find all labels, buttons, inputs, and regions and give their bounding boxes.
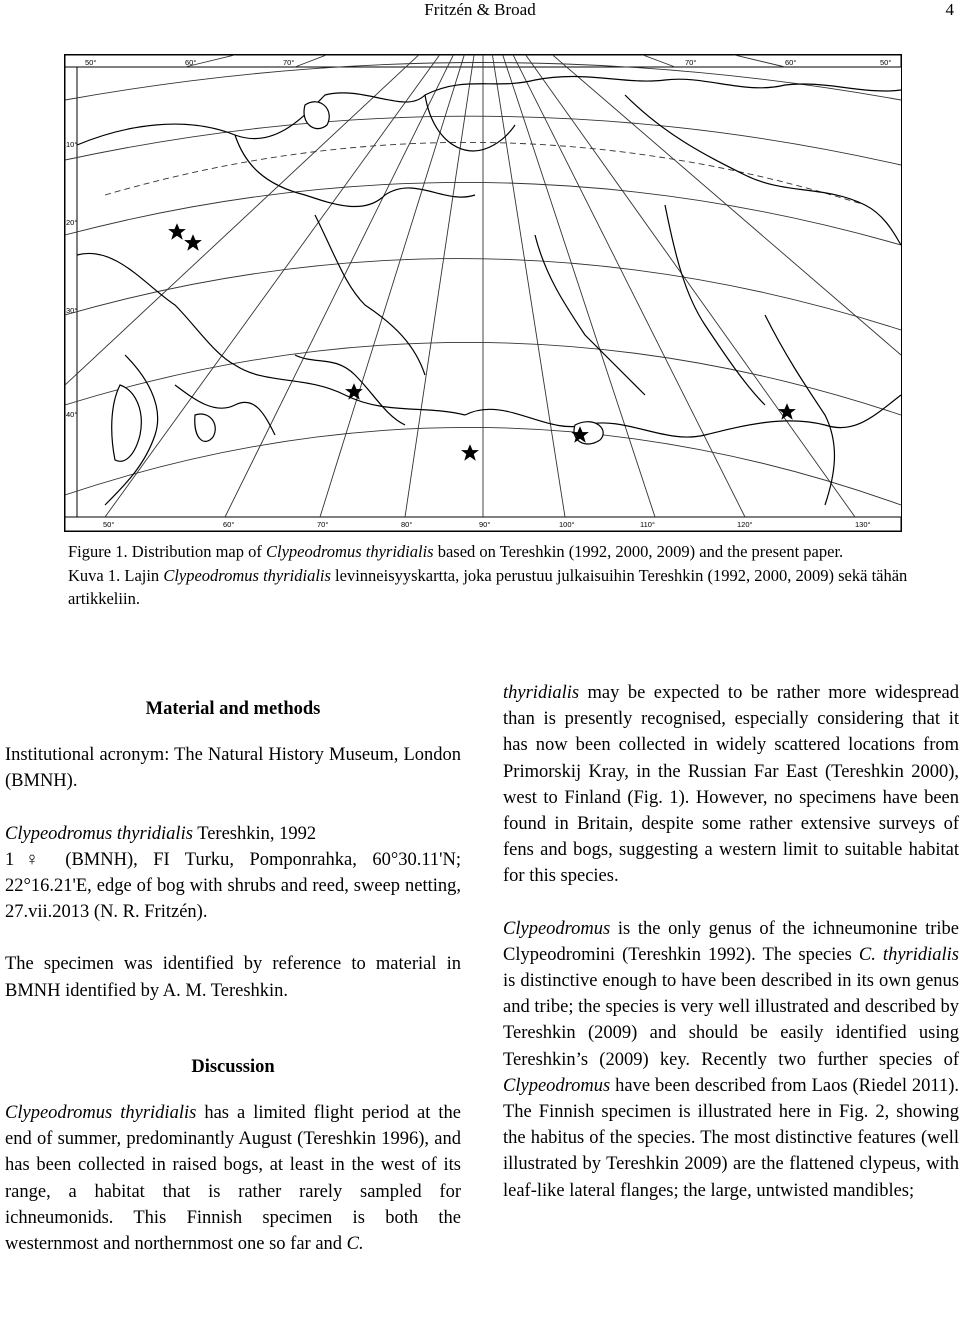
species-heading: Clypeodromus thyridialis Tereshkin, 1992 <box>5 823 317 844</box>
left-column <box>5 680 461 1257</box>
lat-label-4: 40° <box>66 410 78 419</box>
lon-label-bottom-8: 120° <box>737 520 753 529</box>
lat-label-2: 20° <box>66 218 78 227</box>
figure-caption <box>68 540 958 611</box>
lon-label-bottom-6: 100° <box>559 520 575 529</box>
lat-label-3: 30° <box>66 306 78 315</box>
institutional-acronym: Institutional acronym: The Natural History Museum, London (BMNH). <box>5 745 461 792</box>
lon-label-top-6: 50° <box>880 58 892 67</box>
discussion-paragraph: Clypeodromus thyridialis has a limited flight period at the end of summer, predominantly August (Tereshkin 1996), and has been collected in raised bogs, at least in the west of its range, a habitat that is rather rarely sampled for ichneumonids. This Finnish specimen is both the westernmost and northernmost one so far and C. <box>5 1103 461 1255</box>
distribution-map-figure <box>64 54 902 532</box>
caption-english: Figure 1. Distribution map of Clypeodromus thyridialis based on Tereshkin (1992, 2000, 2009) and the present paper. <box>68 542 844 561</box>
caption-finnish: Kuva 1. Lajin Clypeodromus thyridialis levinneisyyskartta, joka perustuu julkaisuihin Tereshkin (1992, 2000, 2009) sekä tähän artikkeliin. <box>68 565 908 608</box>
right-column <box>503 680 959 1204</box>
lon-label-top-4: 70° <box>685 58 697 67</box>
lon-label-top-5: 60° <box>785 58 797 67</box>
running-head-authors: Fritzén & Broad <box>424 0 536 19</box>
lon-label-bottom-3: 70° <box>317 520 329 529</box>
genus-paragraph: Clypeodromus is the only genus of the ichneumonine tribe Clypeodromini (Tereshkin 1992). The species C. thyridialis is distinctive enough to have been described in its own genus and tribe; the species is very well illustrated and described by Tereshkin (2009) and should be easily identified using Tereshkin’s (2009) key. Recently two further species of Clypeodromus have been described from Laos (Riedel 2011). The Finnish specimen is illustrated here in Fig. 2, showing the habitus of the species. The most distinctive features (well illustrated by Tereshkin 2009) are the flattened clypeus, with leaf-like lateral flanges; the large, untwisted mandibles; <box>503 918 959 1201</box>
lon-label-bottom-2: 60° <box>223 520 235 529</box>
discussion-continued: thyridialis may be expected to be rather more widespread than is presently recognised, especially considering that it has now been collected in widely scattered locations from Primorskij Kray, in the Russian Far East (Tereshkin 2000), west to Finland (Fig. 1). However, no specimens have been found in Britain, despite some rather extensive surveys of fens and bogs, suggesting a western limit to suitable habitat for this species. <box>503 683 959 887</box>
lon-label-bottom-1: 50° <box>103 520 115 529</box>
specimen-record: 1♀ (BMNH), FI Turku, Pomponrahka, 60°30.11'N; 22°16.21'E, edge of bog with shrubs and reed, sweep netting, 27.vii.2013 (N. R. Fritzén). <box>5 849 461 923</box>
lon-label-top-1: 50° <box>85 58 97 67</box>
lon-label-top-2: 60° <box>185 58 197 67</box>
distribution-map <box>65 55 901 531</box>
section-title-material-methods: Material and methods <box>145 699 321 719</box>
section-title-discussion: Discussion <box>191 1056 275 1077</box>
lon-label-bottom-5: 90° <box>479 520 491 529</box>
lat-label-1: 10° <box>66 140 78 149</box>
identification-note: The specimen was identified by reference to material in BMNH identified by A. M. Tereshkin. <box>5 954 461 1001</box>
page-number: 4 <box>945 0 954 19</box>
lon-label-bottom-4: 80° <box>401 520 413 529</box>
lon-label-top-3: 70° <box>283 58 295 67</box>
lon-label-bottom-7: 110° <box>640 520 655 529</box>
lon-label-bottom-9: 130° <box>855 520 871 529</box>
page-header <box>0 0 960 24</box>
